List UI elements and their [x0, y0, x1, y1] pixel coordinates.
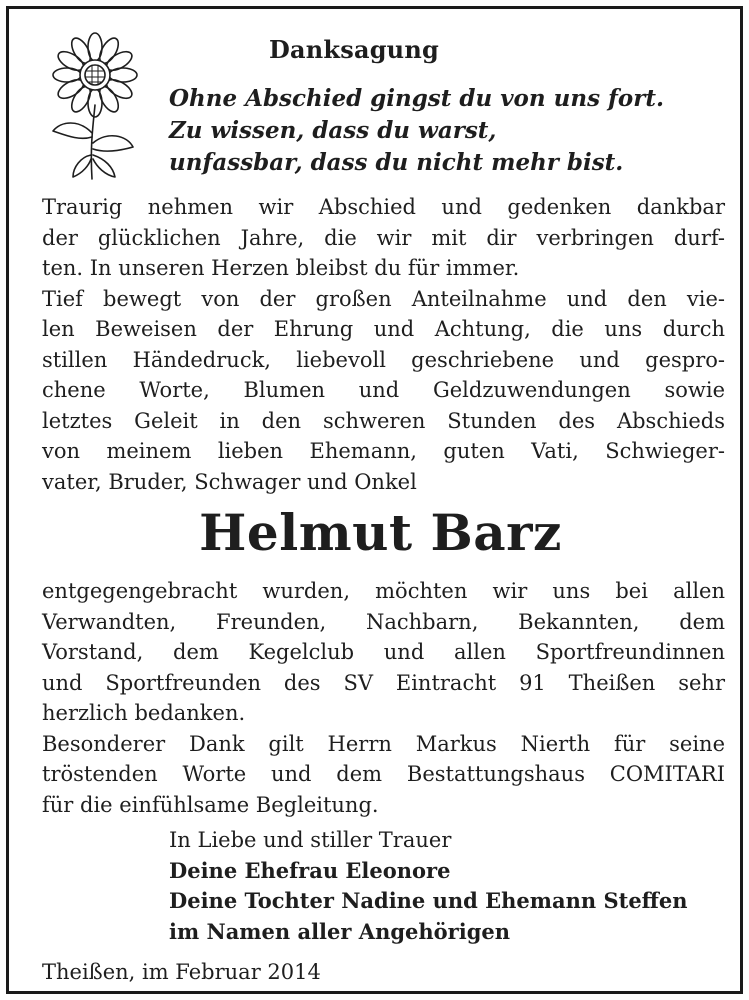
- signoff-line: Deine Ehefrau Eleonore: [169, 857, 451, 883]
- signoff-block: [169, 825, 739, 947]
- notice-frame: [6, 6, 743, 994]
- text-line: len Beweisen der Ehrung und Achtung, die uns durch: [42, 317, 725, 341]
- text-line: Traurig nehmen wir Abschied und gedenken dankbar: [42, 195, 725, 219]
- text-line: Besonderer Dank gilt Herrn Markus Nierth für seine: [42, 731, 725, 756]
- poem-verse: [169, 83, 739, 179]
- notice-heading: Danksagung: [269, 35, 439, 64]
- text-line: ten. In unseren Herzen bleibst du für immer.: [42, 256, 520, 280]
- text-line: der glücklichen Jahre, die wir mit dir verbringen durf-: [42, 225, 725, 250]
- text-line: chene Worte, Blumen und Geldzuwendungen sowie: [42, 378, 725, 402]
- thanks-paragraph-intro: [42, 192, 725, 497]
- text-line: vater, Bruder, Schwager und Onkel: [42, 469, 417, 494]
- text-line: Vorstand, dem Kegelclub und allen Sportfreundinnen: [42, 640, 725, 664]
- signoff-line: Deine Tochter Nadine und Ehemann Steffen: [169, 888, 688, 913]
- text-line: herzlich bedanken.: [42, 701, 246, 725]
- poem-line: Zu wissen, dass du warst,: [169, 117, 497, 144]
- text-line: letztes Geleit in den schweren Stunden des Abschieds: [42, 408, 725, 433]
- text-line: stillen Händedruck, liebevoll geschriebene und gespro-: [42, 347, 725, 372]
- text-line: und Sportfreunden des SV Eintracht 91 Theißen sehr: [42, 670, 725, 695]
- poem-line: unfassbar, dass du nicht mehr bist.: [169, 149, 624, 176]
- sunflower-icon: [43, 31, 147, 181]
- text-line: tröstenden Worte und dem Bestattungshaus COMITARI: [42, 762, 725, 786]
- text-line: entgegengebracht wurden, möchten wir uns bei allen: [42, 579, 725, 603]
- text-line: Verwandten, Freunden, Nachbarn, Bekannten, dem: [42, 609, 725, 634]
- signoff-intro: In Liebe und stiller Trauer: [169, 828, 452, 852]
- poem-line: Ohne Abschied gingst du von uns fort.: [169, 85, 665, 112]
- signoff-line: im Namen aller Angehörigen: [169, 918, 511, 944]
- text-line: Tief bewegt von der großen Anteilnahme und den vie-: [42, 286, 725, 311]
- thanks-paragraph-closing: [42, 576, 725, 820]
- text-line: für die einfühlsame Begleitung.: [42, 792, 379, 817]
- text-line: von meinem lieben Ehemann, guten Vati, Schwieger-: [42, 439, 725, 463]
- place-date: Theißen, im Februar 2014: [42, 960, 321, 984]
- deceased-name: Helmut Barz: [199, 503, 562, 562]
